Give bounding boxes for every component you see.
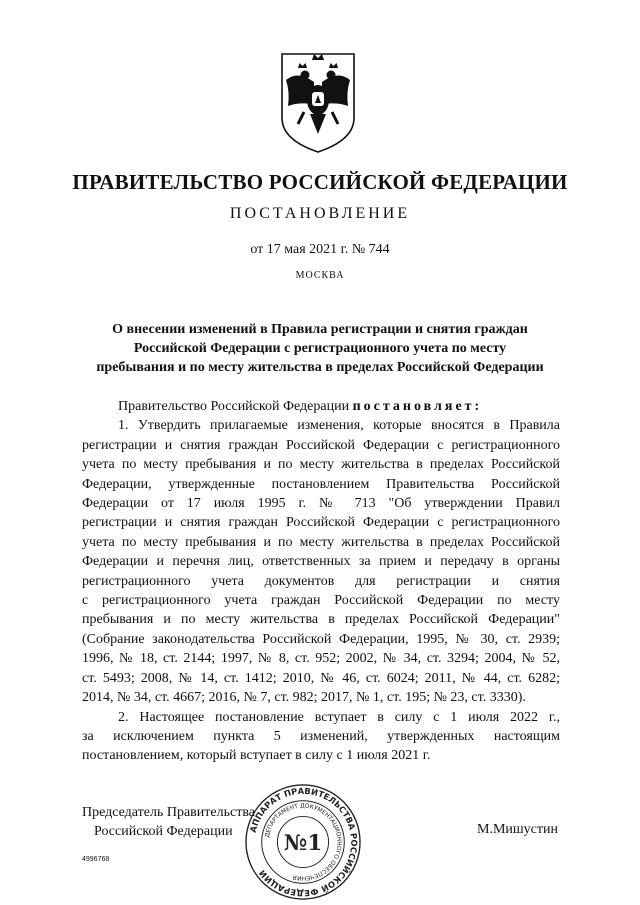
- government-seal-stamp-icon: [244, 783, 362, 901]
- paragraph-line: за исключением пункта 5 изменений, утвержденных настоящим: [82, 728, 560, 744]
- signatory-title-line: Председатель Правительства: [82, 805, 255, 820]
- subject-line: пребывания и по месту жительства в пределах Российской Федерации: [96, 360, 544, 375]
- stamp-number: №1: [283, 830, 323, 856]
- paragraph-line: учета по месту пребывания и по месту жительства в пределах Российской: [82, 534, 560, 550]
- signatory-title-line: Российской Федерации: [94, 824, 233, 839]
- paragraph-line: регистрационного учета документов для регистрации и снятия: [82, 573, 560, 589]
- paragraph-line: Федерации от 17 июля 1995 г. № 713 "Об утверждении Правил: [82, 496, 560, 512]
- paragraph-line: Федерации, утвержденные постановлением Правительства Российской: [82, 476, 560, 492]
- signatory-name: М.Мишустин: [477, 822, 558, 837]
- preamble: [82, 397, 560, 416]
- government-title: ПРАВИТЕЛЬСТВО РОССИЙСКОЙ ФЕДЕРАЦИИ: [72, 170, 568, 194]
- document-date-number: от 17 мая 2021 г. № 744: [250, 242, 390, 257]
- document-type: ПОСТАНОВЛЕНИЕ: [229, 205, 411, 222]
- document-code: 4996768: [82, 856, 110, 863]
- preamble-verb: постановляет:: [352, 399, 483, 414]
- paragraph-line: (Собрание законодательства Российской Федерации, 1995, № 30, ст. 2939;: [82, 631, 560, 647]
- paragraph-line: с регистрационного учета граждан Российской Федерации по месту: [82, 593, 560, 609]
- stamp-inner-text: ДЕПАРТАМЕНТ ДОКУМЕНТАЦИОННОГО ОБЕСПЕЧЕНИЯ: [264, 803, 342, 881]
- document-body: [82, 397, 560, 766]
- russian-coat-of-arms-icon: [268, 48, 368, 156]
- paragraph-line: 1996, № 18, ст. 2144; 1997, № 8, ст. 952; 2002, № 34, ст. 3294; 2004, № 52,: [82, 651, 560, 667]
- document-city: МОСКВА: [295, 270, 345, 281]
- paragraph-line: ст. 5493; 2008, № 14, ст. 1412; 2010, № 46, ст. 6024; 2011, № 44, ст. 6282;: [82, 670, 560, 686]
- paragraph-line: Федерации и перечня лиц, ответственных за прием и передачу в органы: [82, 554, 560, 570]
- paragraph-line: регистрации и снятия граждан Российской Федерации с регистрационного: [82, 437, 560, 453]
- document-subject: [60, 320, 580, 377]
- signatory-title: [82, 803, 255, 841]
- preamble-prefix: Правительство Российской Федерации: [118, 399, 350, 414]
- subject-line: О внесении изменений в Правила регистрации и снятия граждан: [112, 322, 528, 337]
- paragraph-line: пребывания и по месту жительства в пределах Российской Федерации": [82, 612, 560, 628]
- paragraph-line: учета по месту пребывания и по месту жительства в пределах Российской: [82, 457, 560, 473]
- stamp-outer-text: АППАРАТ ПРАВИТЕЛЬСТВА РОССИЙСКОЙ ФЕДЕРАЦИИ: [247, 785, 360, 899]
- paragraph-line: 2. Настоящее постановление вступает в силу с 1 июля 2022 г.,: [118, 709, 560, 725]
- paragraph-line: 2014, № 34, ст. 4667; 2016, № 7, ст. 982; 2017, № 1, ст. 195; № 23, ст. 3330).: [82, 690, 526, 706]
- subject-line: Российской Федерации с регистрационного учета по месту: [133, 341, 507, 356]
- paragraph-line: 1. Утвердить прилагаемые изменения, которые вносятся в Правила: [118, 418, 560, 434]
- paragraph-line: регистрации и снятия граждан Российской Федерации с регистрационного: [82, 515, 560, 531]
- paragraph-line: постановлением, который вступает в силу с 1 июля 2021 г.: [82, 748, 431, 764]
